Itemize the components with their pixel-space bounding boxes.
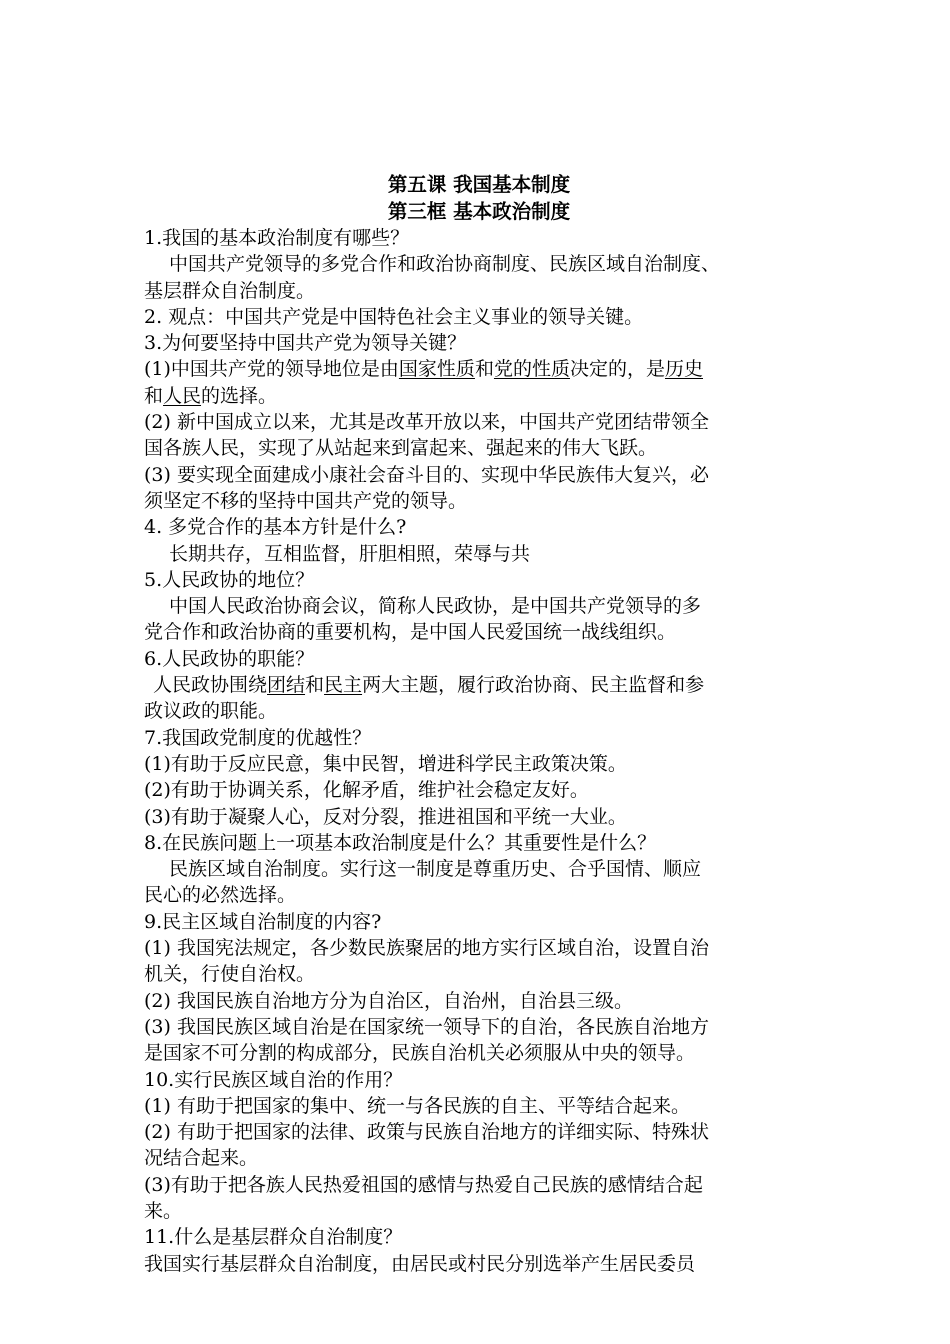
question-5: 5.人民政协的地位？ — [144, 568, 315, 591]
answer-4: 长期共存，互相监督，肝胆相照，荣辱与共 — [169, 542, 531, 565]
answer-5-line-2: 党合作和政治协商的重要机构，是中国人民爱国统一战线组织。 — [144, 621, 677, 644]
answer-10-point-3-line-2: 来。 — [144, 1199, 183, 1222]
answer-8-line-1: 民族区域自治制度。实行这一制度是尊重历史、合乎国情、顺应 — [169, 858, 702, 881]
answer-3-point-1 — [144, 356, 814, 382]
question-8: 8.在民族问题上一项基本政治制度是什么？其重要性是什么？ — [144, 831, 657, 854]
lesson-title: 第五课 我国基本制度 — [387, 173, 571, 196]
underlined-term: 党的性质 — [493, 358, 570, 381]
answer-3-point-2-line-1: (2) 新中国成立以来，尤其是改革开放以来，中国共产党团结带领全 — [144, 411, 709, 434]
answer-3-point-1-cont — [144, 383, 814, 409]
answer-9-point-1-line-2: 机关，行使自治权。 — [144, 963, 316, 986]
text-segment: (1)中国共产党的领导地位是由 — [144, 358, 399, 381]
question-11: 11.什么是基层群众自治制度？ — [144, 1226, 403, 1249]
point-2: 2. 观点：中国共产党是中国特色社会主义事业的领导关键。 — [144, 305, 644, 328]
answer-8-line-2: 民心的必然选择。 — [144, 884, 297, 907]
underlined-term: 团结 — [267, 674, 306, 697]
underlined-term: 历史 — [664, 358, 703, 381]
question-6: 6.人民政协的职能？ — [144, 647, 315, 670]
answer-10-point-1: (1) 有助于把国家的集中、统一与各民族的自主、平等结合起来。 — [144, 1094, 690, 1117]
answer-7-point-1: (1)有助于反应民意，集中民智，增进科学民主政策决策。 — [144, 752, 627, 775]
answer-5-line-1: 中国人民政治协商会议，简称人民政协，是中国共产党领导的多 — [169, 595, 702, 618]
answer-6-line-2: 政议政的职能。 — [144, 700, 278, 723]
underlined-term: 民主 — [324, 674, 363, 697]
question-1: 1.我国的基本政治制度有哪些？ — [144, 227, 410, 249]
question-9: 9.民主区域自治制度的内容? — [144, 910, 382, 933]
answer-1-line-1: 中国共产党领导的多党合作和政治协商制度、民族区域自治制度、 — [169, 253, 721, 276]
text-segment: 的选择。 — [201, 384, 278, 407]
text-segment: 人民政协围绕 — [153, 674, 268, 697]
question-4: 4. 多党合作的基本方针是什么? — [144, 516, 407, 539]
document-page — [144, 172, 814, 1277]
answer-9-point-3-line-2: 是国家不可分割的构成部分，民族自治机关必须服从中央的领导。 — [144, 1042, 696, 1065]
answer-10-point-2-line-1: (2) 有助于把国家的法律、政策与民族自治地方的详细实际、特殊状 — [144, 1121, 709, 1144]
question-7: 7.我国政党制度的优越性？ — [144, 726, 372, 749]
underlined-term: 人民 — [163, 384, 202, 407]
answer-1-line-2: 基层群众自治制度。 — [144, 279, 316, 302]
answer-10-point-2-line-2: 况结合起来。 — [144, 1147, 259, 1170]
answer-9-point-2: (2) 我国民族自治地方分为自治区，自治州，自治县三级。 — [144, 989, 633, 1012]
answer-9-point-1-line-1: (1) 我国宪法规定，各少数民族聚居的地方实行区域自治，设置自治 — [144, 937, 709, 960]
text-segment: 和 — [474, 358, 494, 381]
section-subtitle: 第三框 基本政治制度 — [387, 199, 571, 223]
answer-11-line-1: 我国实行基层群众自治制度，由居民或村民分别选举产生居民委员 — [144, 1252, 696, 1275]
question-3: 3.为何要坚持中国共产党为领导关键？ — [144, 332, 467, 355]
question-10: 10.实行民族区域自治的作用？ — [144, 1068, 403, 1091]
answer-9-point-3-line-1: (3) 我国民族区域自治是在国家统一领导下的自治，各民族自治地方 — [144, 1015, 709, 1038]
answer-7-point-2: (2)有助于协调关系，化解矛盾，维护社会稳定友好。 — [144, 779, 589, 802]
answer-7-point-3: (3)有助于凝聚人心，反对分裂，推进祖国和平统一大业。 — [144, 805, 627, 828]
answer-3-point-2-line-2: 国各族人民，实现了从站起来到富起来、强起来的伟大飞跃。 — [144, 437, 658, 460]
text-segment: 两大主题，履行政治协商、民主监督和参 — [362, 674, 705, 697]
answer-10-point-3-line-1: (3)有助于把各族人民热爱祖国的感情与热爱自己民族的感情结合起 — [144, 1173, 703, 1196]
text-segment: 和 — [305, 674, 325, 697]
answer-3-point-3-line-1: (3) 要实现全面建成小康社会奋斗目的、实现中华民族伟大复兴，必 — [144, 463, 709, 486]
text-segment: 决定的，是 — [569, 358, 665, 381]
answer-3-point-3-line-2: 须坚定不移的坚持中国共产党的领导。 — [144, 489, 468, 512]
underlined-term: 国家性质 — [398, 358, 475, 381]
answer-6-line-1 — [144, 672, 814, 698]
text-segment: 和 — [144, 384, 164, 407]
